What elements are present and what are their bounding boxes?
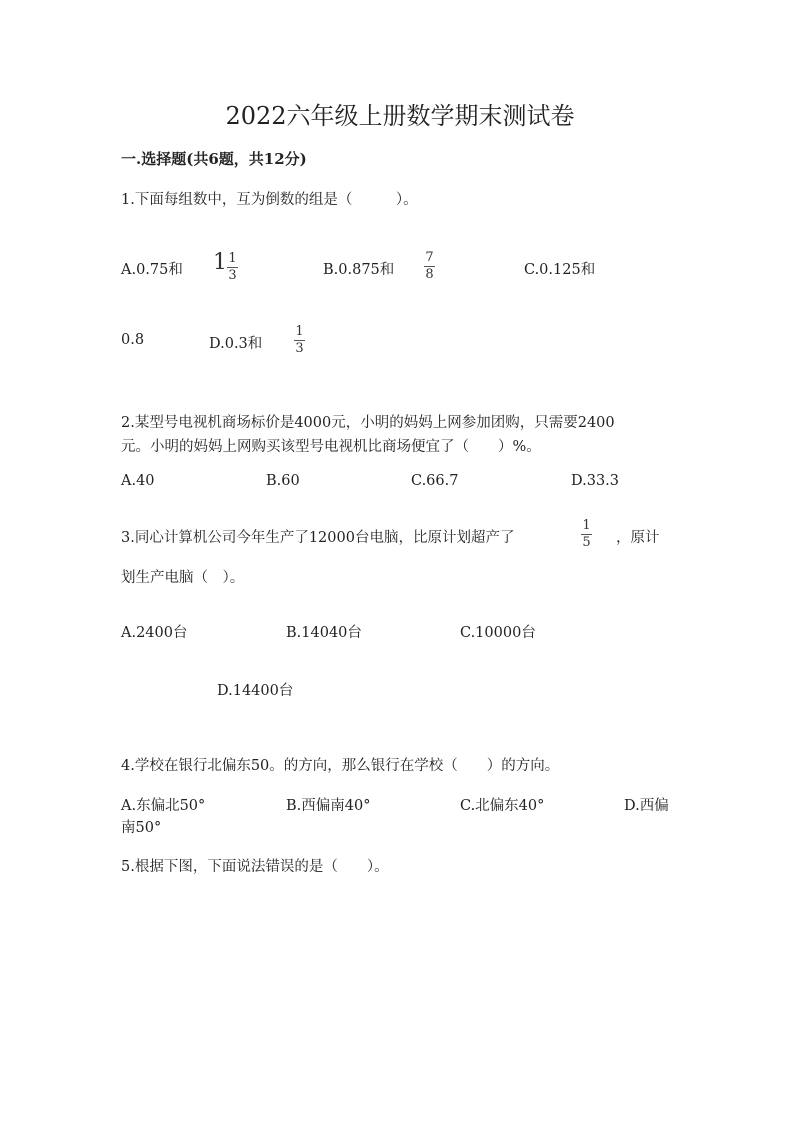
q1-option-c-label: C.0.125和 <box>524 262 596 278</box>
page-title: 2022六年级上册数学期末测试卷 <box>225 102 575 130</box>
q1-option-d-denominator: 3 <box>295 341 304 356</box>
q1-option-a-denominator: 3 <box>228 268 237 283</box>
q1-option-d-fraction <box>294 325 305 356</box>
q1-option-a-numerator: 1 <box>228 251 237 266</box>
q3-numerator: 1 <box>582 518 591 533</box>
question-3-line-2: 划生产电脑（ ）。 <box>121 570 245 586</box>
q4-option-d-part-1: D.西偏 <box>624 798 669 814</box>
q2-option-d: D.33.3 <box>571 473 620 489</box>
q1-option-a-whole: 1 <box>213 250 227 275</box>
question-5-stem: 5.根据下图，下面说法错误的是（ ）。 <box>121 859 389 875</box>
question-4-stem: 4.学校在银行北偏东50。的方向，那么银行在学校（ ）的方向。 <box>121 758 560 774</box>
q3-option-d: D.14400台 <box>217 683 294 699</box>
question-2-line-1: 2.某型号电视机商场标价是4000元，小明的妈妈上网参加团购，只需要2400 <box>121 415 615 431</box>
q1-option-b-fraction <box>424 251 435 282</box>
q3-denominator: 5 <box>582 535 591 550</box>
q4-option-d-part-2: 南50° <box>121 820 162 836</box>
q3-option-b: B.14040台 <box>286 625 362 641</box>
question-2-line-2: 元。小明的妈妈上网购买该型号电视机比商场便宜了（ ）%。 <box>121 439 541 455</box>
q1-option-c-value: 0.8 <box>121 332 145 348</box>
q3-fraction <box>581 519 592 550</box>
q1-option-a-label: A.0.75和 <box>121 262 183 278</box>
q4-option-b: B.西偏南40° <box>286 798 371 814</box>
section-heading: 一.选择题(共6题，共12分) <box>121 150 307 168</box>
q3-option-c: C.10000台 <box>460 625 536 641</box>
q1-option-a-mixed-number <box>213 250 237 283</box>
q2-option-b: B.60 <box>266 473 300 489</box>
q2-option-a: A.40 <box>121 473 155 489</box>
question-3-line-1-tail: ，原计 <box>616 530 660 546</box>
q1-option-b-label: B.0.875和 <box>323 262 395 278</box>
question-3-line-1: 3.同心计算机公司今年生产了12000台电脑，比原计划超产了 <box>121 530 515 546</box>
q4-option-a: A.东偏北50° <box>121 798 206 814</box>
q3-option-a: A.2400台 <box>121 625 188 641</box>
q2-option-c: C.66.7 <box>411 473 459 489</box>
question-1-stem: 1.下面每组数中，互为倒数的组是（ ）。 <box>121 192 418 208</box>
q1-option-a-fraction <box>227 252 238 283</box>
q1-option-d-numerator: 1 <box>295 324 304 339</box>
q1-option-b-numerator: 7 <box>425 250 434 265</box>
q1-option-d-label: D.0.3和 <box>209 336 263 352</box>
q1-option-b-denominator: 8 <box>425 267 434 282</box>
q4-option-c: C.北偏东40° <box>460 798 545 814</box>
